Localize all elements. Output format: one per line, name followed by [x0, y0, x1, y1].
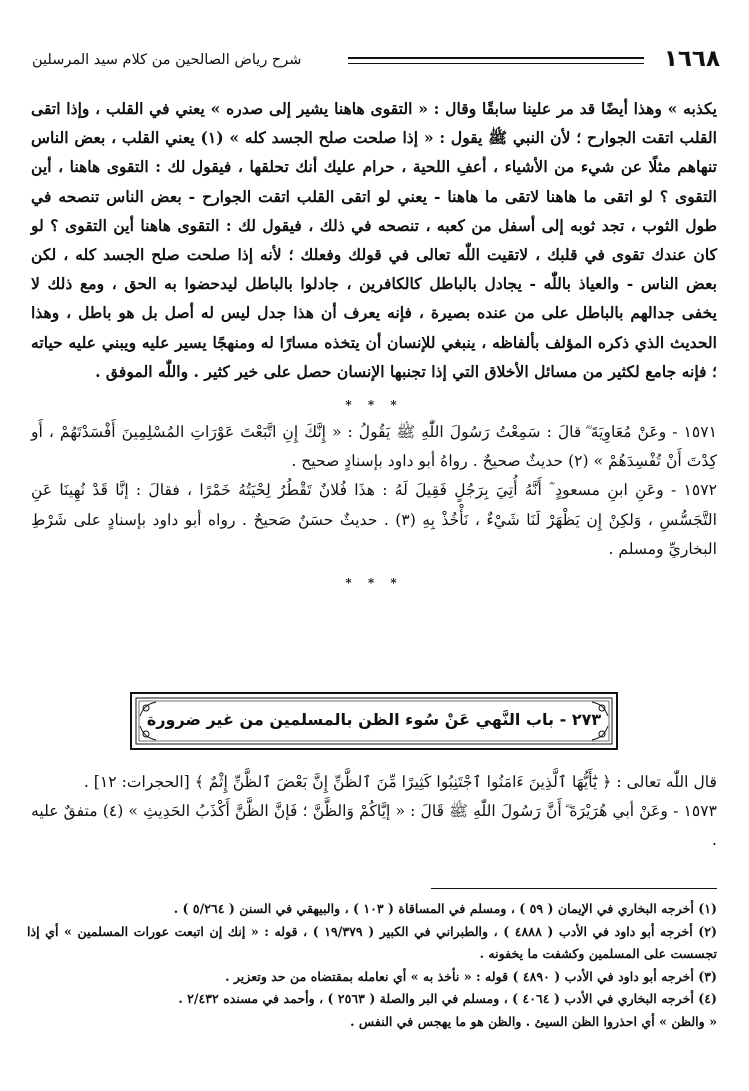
- footnote-4-gloss: « والظن » أي احذروا الظن السيئ . والظن هو ما يهجس في النفس .: [350, 1013, 717, 1029]
- footnote-1: (١) أخرجه البخاري في الإيمان ( ٥٩ ) ، ومسلم في المساقاة ( ١٠٣ ) ، والبيهقي في السنن ( ٥/٢٦٤ ) .: [173, 901, 717, 916]
- main-text: [31, 94, 717, 596]
- hadith-1571: ١٥٧١ - وعَنْ مُعَاوِيَةَ ؓ قالَ : سَمِعْتُ رَسُولَ اللّٰهِ ﷺ يَقُولُ : « إِنَّكَ إِنِ اتَّبَعْتَ عَوْرَاتِ المُسْلِمِينَ أَفْسَدْتَهُمْ ، أَو كِدْتَ أَنْ تُفْسِدَهُمْ » (٢) حديثٌ صحيحٌ . رواهُ أبو داود بإسنادٍ صحيح .: [31, 423, 717, 471]
- footnote-rule: [431, 888, 717, 889]
- footnote-3: (٣) أخرجه أبو داود في الأدب ( ٤٨٩٠ ) قوله : « نأخذ به » أي نعامله بمقتضاه من حد وتعزير .: [225, 968, 717, 984]
- footnote-2: (٢) أخرجه أبو داود في الأدب ( ٤٨٨٨ ) ، والطبراني في الكبير ( ١٩/٣٧٩ ) ، قوله : « إنك إن اتبعت عورات المسلمين » أي إذا تجسست على المسلمين وكشفت ما يخفونه .: [27, 923, 717, 962]
- page-number: ١٦٦٨: [663, 46, 720, 72]
- footnote-4: (٤) أخرجه البخاري في الأدب ( ٤٠٦٤ ) ، ومسلم في البر والصلة ( ٢٥٦٣ ) ، وأحمد في مسنده ٢/٤٣٢ .: [178, 991, 717, 1007]
- quran-verse: قال اللّٰه تعالى : ﴿ يَٰٓأَيُّهَا ٱلَّذِينَ ءَامَنُوا ٱجْتَنِبُوا كَثِيرًا مِّنَ ٱلظَّنِّ إِنَّ بَعْضَ ٱلظَّنِّ إِثْمٌ ﴾ [الحجرات: ١٢] .: [83, 773, 717, 791]
- chapter-body: [31, 768, 717, 856]
- footnotes: [27, 898, 717, 1034]
- hadith-1573: ١٥٧٣ - وعَنْ أبي هُرَيْرَةَ ؓ أَنَّ رَسُولَ اللّٰهِ ﷺ قَالَ : « إيَّاكُمْ وَالظَّنَّ ؛ فَإنَّ الظَّنَّ أَكْذَبُ الحَدِيثِ » (٤) متفقٌ عليه .: [31, 802, 718, 850]
- section-separator-2: * * *: [345, 576, 403, 591]
- page-header: [32, 44, 720, 78]
- chapter-title: ٢٧٣ - باب النَّهي عَنْ سُوء الظن بالمسلمين من غير ضرورة: [146, 710, 602, 729]
- header-rule: [348, 57, 644, 64]
- running-title: شرح رياض الصالحين من كلام سيد المرسلين: [32, 52, 302, 68]
- chapter-title-frame: [130, 692, 618, 750]
- hadith-1572: ١٥٧٢ - وعَنِ ابنِ مسعودٍ ؓ أَنَّهُ أُتِيَ بِرَجُلٍ فَقِيلَ لَهُ : هذَا فُلانٌ تَقْطُرُ لِحْيَتُهُ خَمْرًا ، فقالَ : إنَّا قَدْ نُهِينَا عَنِ التَّجَسُّسِ ، وَلكِنْ إِن يَظْهَرْ لَنَا شَيْءٌ ، نَأْخُذْ بِهِ (٣) . حديثٌ حسَنٌ صَحيحٌ . رواه أبو داود بإسنادٍ على شَرْطِ البخاريِّ ومسلم .: [31, 481, 717, 558]
- section-separator: * * *: [345, 398, 403, 413]
- commentary-paragraph: يكذبه » وهذا أيضًا قد مر علينا سابقًا وقال : « التقوى هاهنا يشير إلى صدره » يعني في القلب ، وإذا اتقى القلب اتقت الجوارح ؛ لأن النبي ﷺ يقول : « إذا صلحت صلح الجسد كله » (١) يعني القلب ، بعض الناس تنهاهم مثلًا عن شيء من الأشياء ، أعفِ اللحية ، حرام عليك أنك تحلقها ، فيقول لك : التقوى هاهنا ، أين التقوى ؟ لو اتقى ما هاهنا لاتقى ما هاهنا - يعني لو اتقى القلب اتقت الجوارح - بعض الناس تنصحه في طول الثوب ، تجد ثوبه إلى أسفل من كعبه ، تنصحه في ذلك ، فيقول لك : التقوى هاهنا أين التقوى ؟ لو كان عندك تقوى في قلبك ، لاتقيت اللّٰه تعالى في قولك وفعلك ؛ لأنه إذا صلحت صلح الجسد كله ، لكن بعض الناس - والعياذ باللّٰه - يجادل بالباطل كالكافرين ، جادلوا بالباطل ليدحضوا به الحق ، ومع ذلك لا يخفى جدالهم بالباطل على من عنده بصيرة ، فإنه يعرف أن هذا جدل ليس له أصل بل هو باطل ، وهذا الحديث الذي ذكره المؤلف بألفاظه ، ينبغي للإنسان أن يتخذه مسارًا له ومنهجًا يسير عليه ويبني عليه حياته ؛ فإنه جامع لكثير من مسائل الأخلاق التي إذا تجنبها الإنسان حصل على خير كثير . واللّٰه الموفق .: [31, 99, 717, 381]
